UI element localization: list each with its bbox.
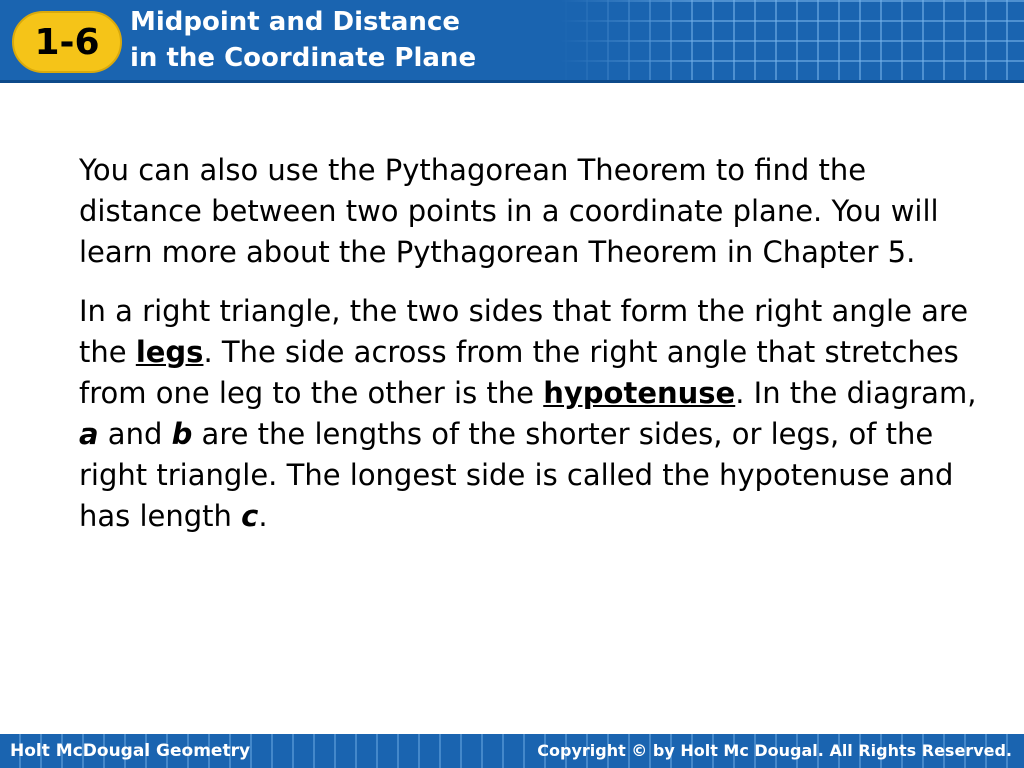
header-divider: [0, 80, 1024, 83]
term-hypotenuse: hypotenuse: [543, 376, 736, 410]
slide-footer: [0, 734, 1024, 768]
p2-text-6: .: [258, 499, 268, 533]
title-line-1: Midpoint and Distance: [130, 7, 460, 37]
p2-text-4: and: [98, 417, 172, 451]
footer-textbook-name: Holt McDougal Geometry: [10, 741, 251, 761]
p2-text-5: are the lengths of the shorter sides, or legs, of the right triangle. The longest side is called the hypotenuse and has length: [79, 417, 954, 533]
slide-content: [79, 150, 979, 555]
p2-text-3: . In the diagram,: [735, 376, 977, 410]
variable-c: c: [241, 499, 259, 533]
variable-b: b: [171, 417, 193, 451]
slide-title: [130, 4, 476, 76]
term-legs: legs: [135, 335, 204, 369]
variable-a: a: [79, 417, 99, 451]
p2-text-2: . The side across from the right angle that stretches from one leg to the other is the: [79, 335, 959, 410]
lesson-badge: 1-6: [12, 11, 122, 73]
paragraph-right-triangle: [79, 291, 979, 537]
p2-text-1: In a right triangle, the two sides that form the right angle are the: [79, 294, 969, 369]
paragraph-pythagorean-intro: You can also use the Pythagorean Theorem to find the distance between two points in a coordinate plane. You will learn more about the Pythagorean Theorem in Chapter 5.: [79, 153, 939, 269]
title-line-2: in the Coordinate Plane: [130, 43, 477, 73]
slide-header: [0, 0, 1024, 80]
footer-copyright: Copyright © by Holt Mc Dougal. All Rights Reserved.: [537, 741, 1012, 760]
